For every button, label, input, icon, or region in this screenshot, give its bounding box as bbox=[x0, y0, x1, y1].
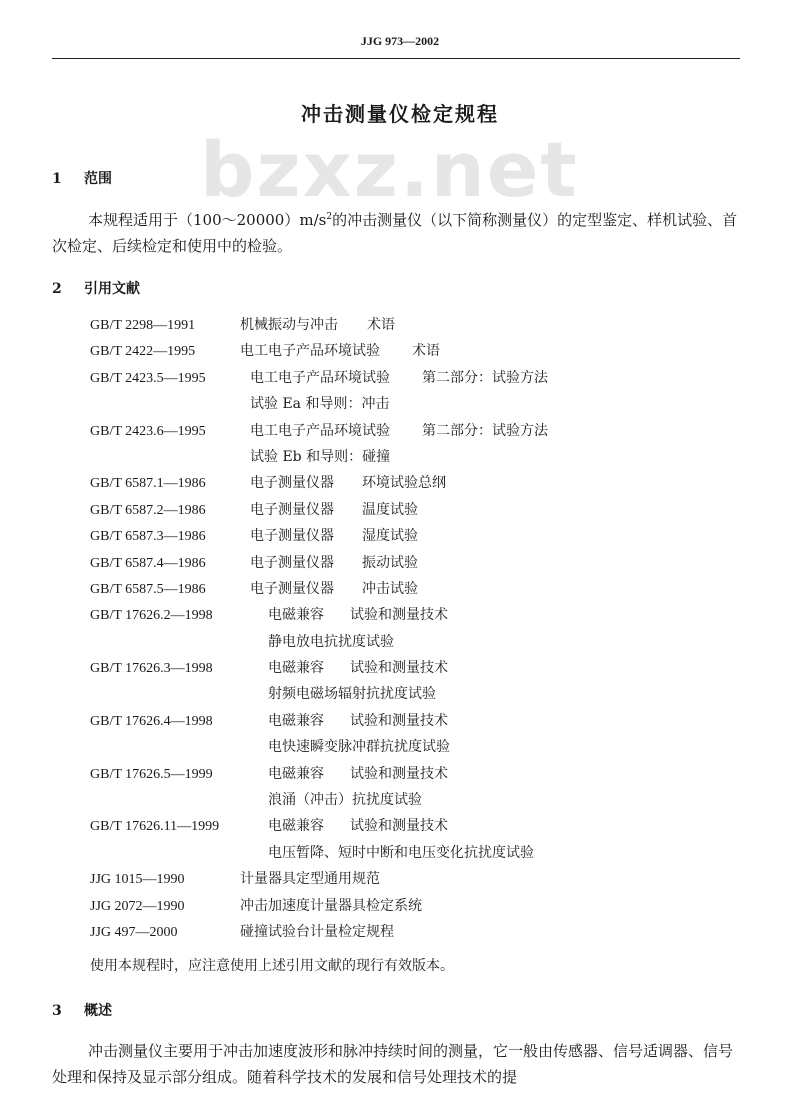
document-title: 冲击测量仪检定规程 bbox=[301, 102, 499, 126]
reference-item bbox=[90, 550, 750, 576]
section-3-heading bbox=[52, 1000, 112, 1020]
reference-title: 电磁兼容 bbox=[268, 660, 324, 677]
reference-item-continuation bbox=[90, 681, 750, 707]
reference-item bbox=[90, 761, 750, 787]
reference-code: GB/T 17626.4—1998 bbox=[90, 713, 213, 729]
reference-subject: 环境试验总纲 bbox=[362, 475, 446, 492]
section-title: 概述 bbox=[84, 1003, 112, 1019]
reference-subtitle: 射频电磁场辐射抗扰度试验 bbox=[268, 686, 436, 703]
reference-code: GB/T 6587.5—1986 bbox=[90, 581, 206, 597]
header-rule bbox=[52, 58, 740, 59]
reference-subject: 试验和测量技术 bbox=[350, 712, 448, 729]
overview-paragraph: 冲击测量仪主要用于冲击加速度波形和脉冲持续时间的测量，它一般由传感器、信号适调器、信号处理和保持及显示部分组成。随着科学技术的发展和信号处理技术的提 bbox=[52, 1042, 734, 1086]
reference-title: 电工电子产品环境试验 bbox=[240, 343, 380, 360]
scope-text-b: 的冲击测量仪（以下简称测量仪）的定型鉴定、样机试验、首次检定、后续检定和使用中的检验。 bbox=[52, 211, 738, 255]
scope-superscript: 2 bbox=[326, 212, 333, 222]
section-title: 引用文献 bbox=[84, 281, 140, 297]
reference-subject: 术语 bbox=[367, 317, 395, 333]
section-title: 范围 bbox=[84, 171, 112, 187]
reference-code: GB/T 17626.2—1998 bbox=[90, 608, 213, 624]
reference-list bbox=[90, 312, 750, 945]
section-number: 1 bbox=[52, 171, 62, 187]
reference-title: 电子测量仪器 bbox=[250, 475, 334, 492]
reference-subject: 试验和测量技术 bbox=[350, 818, 448, 835]
reference-code: GB/T 2298—1991 bbox=[90, 318, 196, 333]
reference-item-continuation bbox=[90, 444, 750, 470]
reference-subject: 冲击试验 bbox=[362, 580, 418, 597]
reference-title: 电磁兼容 bbox=[268, 765, 324, 782]
reference-subtitle: 静电放电抗扰度试验 bbox=[268, 633, 394, 650]
reference-code: GB/T 17626.11—1999 bbox=[90, 819, 220, 835]
reference-title: 机械振动与冲击 bbox=[240, 317, 338, 333]
reference-item-continuation bbox=[90, 787, 750, 813]
reference-title: 电子测量仪器 bbox=[250, 528, 334, 545]
reference-title: 电子测量仪器 bbox=[250, 501, 334, 518]
reference-subtitle: 浪涌（冲击）抗扰度试验 bbox=[268, 792, 422, 809]
reference-title: 电磁兼容 bbox=[268, 607, 324, 624]
reference-subtitle: 试验 Ea 和导则：冲击 bbox=[250, 396, 390, 413]
reference-item bbox=[90, 523, 750, 549]
reference-item-continuation bbox=[90, 391, 750, 417]
reference-title: 电工电子产品环境试验 bbox=[250, 422, 390, 439]
reference-item bbox=[90, 576, 750, 602]
reference-subject: 第二部分：试验方法 bbox=[422, 369, 548, 386]
reference-subject: 振动试验 bbox=[362, 554, 418, 571]
reference-title: 电磁兼容 bbox=[268, 712, 324, 729]
reference-item bbox=[90, 312, 750, 338]
reference-item bbox=[90, 813, 750, 839]
reference-code: GB/T 2422—1995 bbox=[90, 344, 196, 360]
section-2-heading bbox=[52, 278, 140, 298]
reference-title: 电子测量仪器 bbox=[250, 580, 334, 597]
reference-item bbox=[90, 602, 750, 628]
reference-code: GB/T 17626.3—1998 bbox=[90, 661, 213, 677]
reference-subtitle: 电压暂降、短时中断和电压变化抗扰度试验 bbox=[268, 844, 534, 861]
reference-item bbox=[90, 418, 750, 444]
reference-item bbox=[90, 893, 750, 919]
reference-item bbox=[90, 338, 750, 364]
reference-item bbox=[90, 497, 750, 523]
reference-code: GB/T 6587.4—1986 bbox=[90, 555, 206, 571]
section-number: 2 bbox=[52, 281, 62, 297]
reference-item bbox=[90, 365, 750, 391]
reference-title: 电磁兼容 bbox=[268, 818, 324, 835]
reference-title: 碰撞试验台计量检定规程 bbox=[240, 923, 394, 940]
reference-item-continuation bbox=[90, 840, 750, 866]
reference-item-continuation bbox=[90, 734, 750, 760]
watermark: bzxz.net bbox=[200, 125, 579, 214]
reference-item bbox=[90, 708, 750, 734]
reference-title: 电工电子产品环境试验 bbox=[250, 369, 390, 386]
reference-code: GB/T 2423.5—1995 bbox=[90, 370, 206, 386]
reference-subject: 第二部分：试验方法 bbox=[422, 422, 548, 439]
reference-code: JJG 1015—1990 bbox=[90, 872, 185, 888]
page-header-code: JJG 973—2002 bbox=[360, 34, 440, 48]
reference-subject: 温度试验 bbox=[362, 501, 418, 518]
reference-item bbox=[90, 866, 750, 892]
reference-subject: 试验和测量技术 bbox=[350, 660, 448, 677]
scope-paragraph bbox=[52, 204, 742, 259]
reference-code: JJG 497—2000 bbox=[90, 924, 178, 940]
section-number: 3 bbox=[52, 1003, 62, 1019]
reference-subject: 试验和测量技术 bbox=[350, 607, 448, 624]
reference-subtitle: 电快速瞬变脉冲群抗扰度试验 bbox=[268, 739, 450, 756]
reference-code: GB/T 6587.2—1986 bbox=[90, 502, 206, 518]
reference-item bbox=[90, 470, 750, 496]
reference-code: GB/T 17626.5—1999 bbox=[90, 766, 213, 782]
reference-code: GB/T 6587.1—1986 bbox=[90, 476, 206, 492]
reference-title: 电子测量仪器 bbox=[250, 554, 334, 571]
reference-subject: 试验和测量技术 bbox=[350, 765, 448, 782]
reference-subtitle: 试验 Eb 和导则：碰撞 bbox=[250, 448, 391, 465]
reference-subject: 湿度试验 bbox=[362, 528, 418, 545]
reference-title: 计量器具定型通用规范 bbox=[240, 871, 380, 888]
reference-code: GB/T 2423.6—1995 bbox=[90, 423, 206, 439]
reference-subject: 术语 bbox=[412, 343, 440, 360]
references-note: 使用本规程时，应注意使用上述引用文献的现行有效版本。 bbox=[90, 958, 454, 974]
reference-title: 冲击加速度计量器具检定系统 bbox=[240, 897, 422, 914]
section-1-heading bbox=[52, 168, 112, 188]
scope-text-a: 本规程适用于（100～20000）m/s bbox=[88, 211, 327, 229]
reference-item bbox=[90, 919, 750, 945]
reference-item-continuation bbox=[90, 629, 750, 655]
reference-code: JJG 2072—1990 bbox=[90, 898, 185, 914]
reference-item bbox=[90, 655, 750, 681]
reference-code: GB/T 6587.3—1986 bbox=[90, 529, 206, 545]
